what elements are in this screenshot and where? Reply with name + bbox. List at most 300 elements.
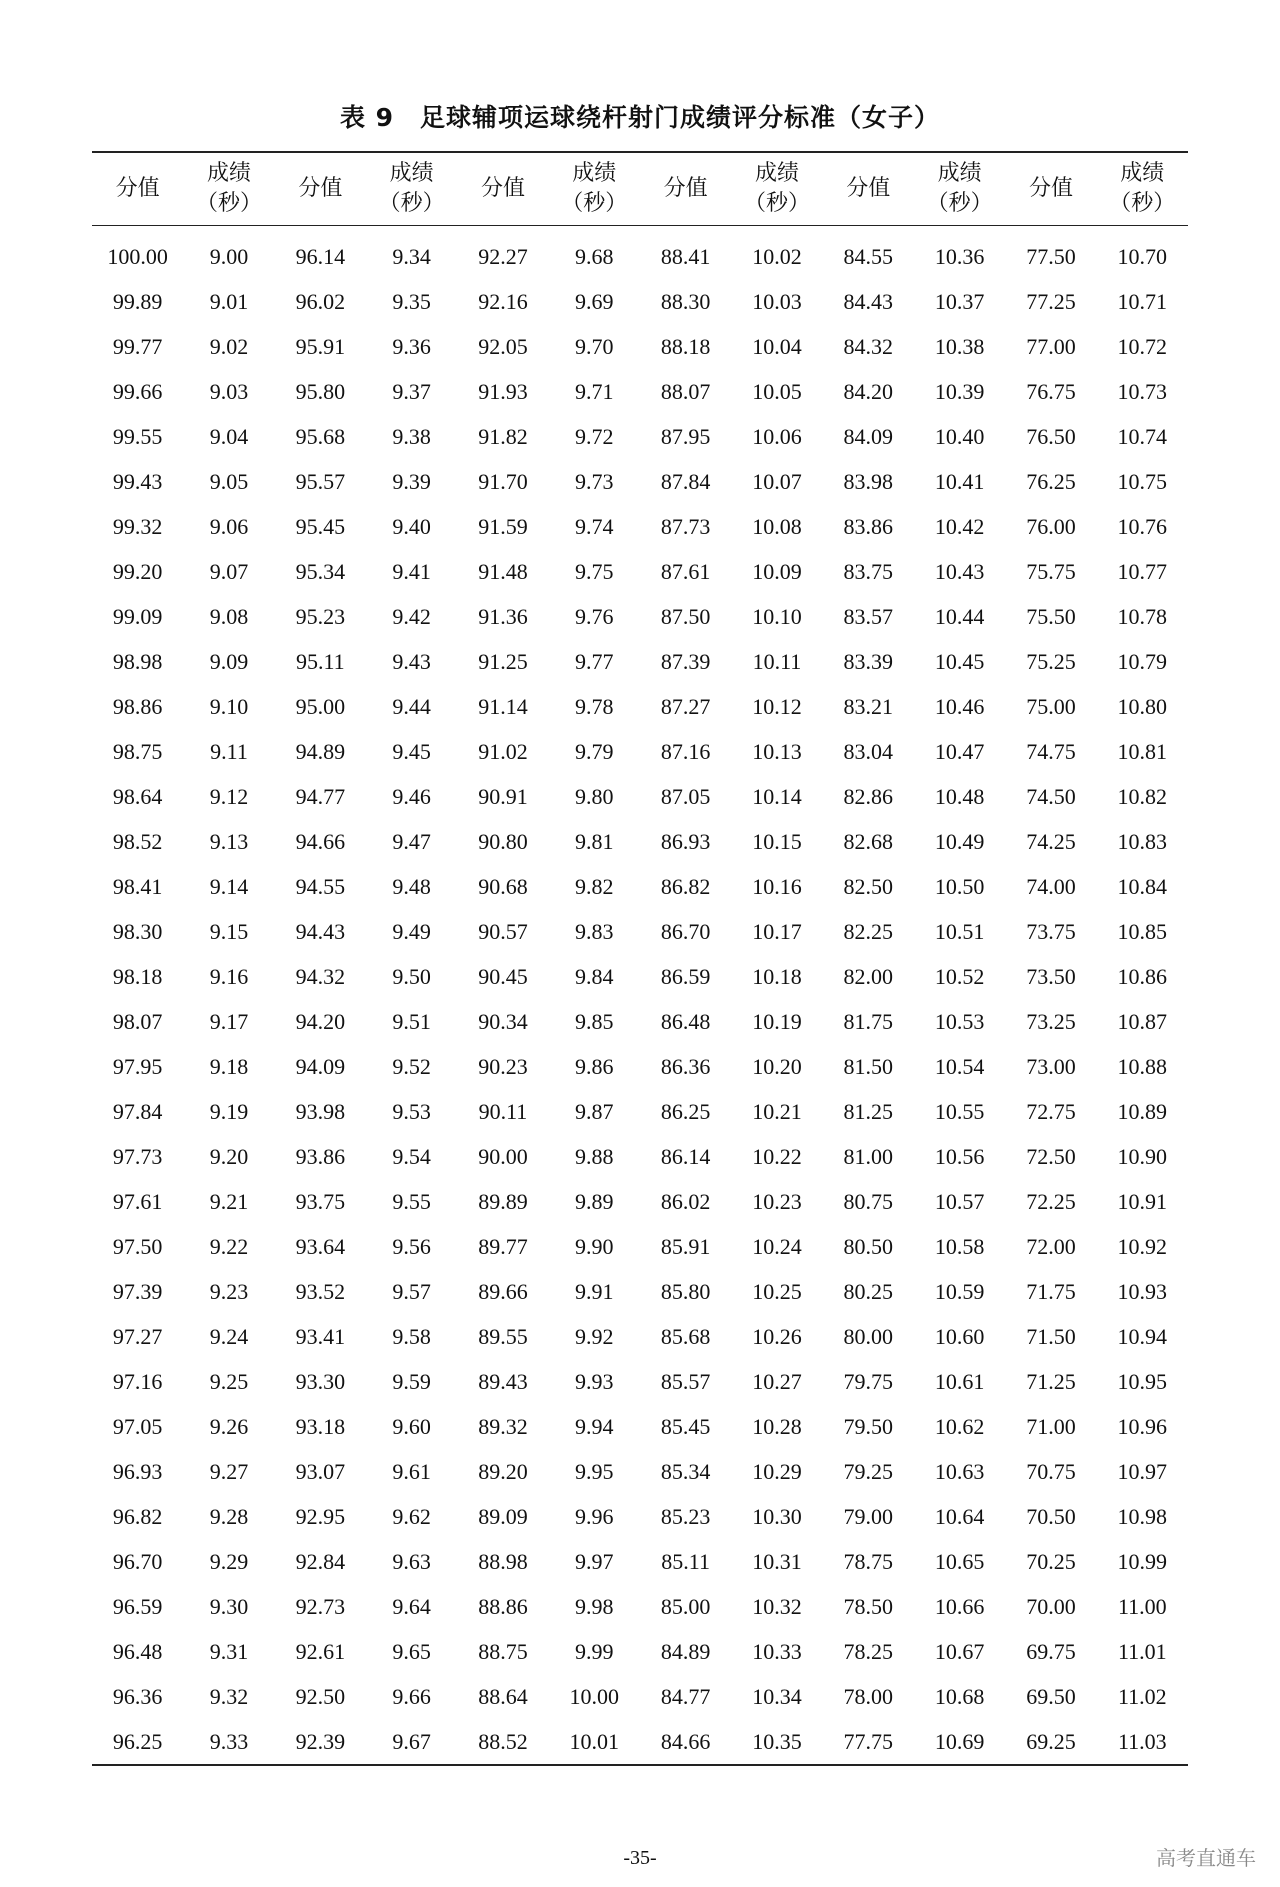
score-cell: 83.04 bbox=[843, 738, 894, 764]
score-cell: 94.77 bbox=[295, 783, 346, 809]
result-cell: 9.60 bbox=[392, 1413, 431, 1439]
score-cell: 96.82 bbox=[112, 1503, 163, 1529]
score-cell: 92.27 bbox=[478, 243, 528, 269]
result-cell: 9.10 bbox=[209, 693, 249, 719]
result-cell: 9.52 bbox=[392, 1053, 431, 1079]
result-cell: 9.80 bbox=[575, 783, 614, 809]
table-row bbox=[92, 1089, 1188, 1134]
score-cell: 80.25 bbox=[843, 1278, 894, 1304]
score-cell: 73.00 bbox=[1026, 1053, 1076, 1079]
score-cell: 76.75 bbox=[1026, 378, 1076, 404]
result-cell: 9.62 bbox=[392, 1503, 431, 1529]
score-cell: 82.25 bbox=[843, 918, 894, 944]
score-cell: 77.75 bbox=[843, 1728, 894, 1754]
result-cell: 10.04 bbox=[752, 333, 802, 359]
result-cell: 9.26 bbox=[209, 1413, 249, 1439]
score-cell: 89.09 bbox=[478, 1503, 528, 1529]
result-cell: 10.85 bbox=[1117, 918, 1168, 944]
score-cell: 95.80 bbox=[295, 378, 346, 404]
score-cell: 96.14 bbox=[295, 243, 346, 269]
result-cell: 10.37 bbox=[934, 288, 985, 314]
result-cell: 10.08 bbox=[752, 513, 802, 539]
result-cell: 10.67 bbox=[934, 1638, 985, 1664]
result-cell: 9.66 bbox=[392, 1683, 431, 1709]
score-cell: 73.50 bbox=[1026, 963, 1076, 989]
result-cell: 9.33 bbox=[209, 1728, 249, 1754]
score-cell: 75.50 bbox=[1026, 603, 1076, 629]
result-cell: 10.34 bbox=[752, 1683, 802, 1709]
result-cell: 10.91 bbox=[1117, 1188, 1168, 1214]
result-cell: 10.32 bbox=[752, 1593, 802, 1619]
score-cell: 82.68 bbox=[843, 828, 894, 854]
result-cell: 9.12 bbox=[209, 783, 249, 809]
table-row bbox=[92, 1044, 1188, 1089]
result-cell: 9.88 bbox=[575, 1143, 614, 1169]
result-cell: 10.63 bbox=[934, 1458, 985, 1484]
result-cell: 10.97 bbox=[1117, 1458, 1168, 1484]
table-row bbox=[92, 1719, 1188, 1765]
score-cell: 94.66 bbox=[295, 828, 346, 854]
header-score: 分值 bbox=[480, 176, 525, 202]
table-row bbox=[92, 1629, 1188, 1674]
score-cell: 70.25 bbox=[1026, 1548, 1076, 1574]
result-cell: 10.99 bbox=[1117, 1548, 1168, 1574]
score-cell: 78.75 bbox=[843, 1548, 894, 1574]
result-cell: 9.13 bbox=[209, 828, 249, 854]
score-cell: 93.86 bbox=[295, 1143, 346, 1169]
result-cell: 9.56 bbox=[392, 1233, 431, 1259]
score-cell: 79.75 bbox=[843, 1368, 894, 1394]
score-cell: 97.16 bbox=[112, 1368, 163, 1394]
result-cell: 9.58 bbox=[392, 1323, 431, 1349]
score-cell: 95.45 bbox=[295, 513, 346, 539]
score-cell: 89.77 bbox=[478, 1233, 528, 1259]
score-cell: 85.45 bbox=[660, 1413, 711, 1439]
score-cell: 87.73 bbox=[660, 513, 711, 539]
score-cell: 95.00 bbox=[295, 693, 346, 719]
score-cell: 96.59 bbox=[112, 1593, 163, 1619]
result-cell: 10.77 bbox=[1117, 558, 1168, 584]
result-cell: 10.80 bbox=[1117, 693, 1168, 719]
score-cell: 88.07 bbox=[660, 378, 711, 404]
result-cell: 9.45 bbox=[392, 738, 431, 764]
result-cell: 10.51 bbox=[934, 918, 985, 944]
result-cell: 10.30 bbox=[752, 1503, 802, 1529]
table-row bbox=[92, 909, 1188, 954]
header-result-unit: （秒） bbox=[561, 191, 628, 216]
result-cell: 10.27 bbox=[752, 1368, 802, 1394]
header-result-label: 成绩 bbox=[206, 161, 251, 187]
result-cell: 10.87 bbox=[1117, 1008, 1168, 1034]
result-cell: 9.24 bbox=[209, 1323, 249, 1349]
score-cell: 96.36 bbox=[112, 1683, 163, 1709]
score-cell: 86.48 bbox=[660, 1008, 711, 1034]
table-body bbox=[92, 226, 1188, 1766]
result-cell: 9.64 bbox=[392, 1593, 431, 1619]
score-cell: 97.84 bbox=[112, 1098, 163, 1124]
result-cell: 9.59 bbox=[392, 1368, 431, 1394]
table-row bbox=[92, 864, 1188, 909]
score-cell: 92.95 bbox=[295, 1503, 346, 1529]
result-cell: 10.28 bbox=[752, 1413, 802, 1439]
result-cell: 9.32 bbox=[209, 1683, 249, 1709]
score-cell: 93.98 bbox=[295, 1098, 346, 1124]
score-cell: 77.25 bbox=[1026, 288, 1076, 314]
score-cell: 81.50 bbox=[843, 1053, 894, 1079]
score-cell: 90.11 bbox=[478, 1098, 528, 1124]
header-result-unit: （秒） bbox=[195, 191, 262, 216]
score-cell: 75.00 bbox=[1026, 693, 1076, 719]
score-cell: 99.55 bbox=[112, 423, 163, 449]
result-cell: 10.95 bbox=[1117, 1368, 1168, 1394]
result-cell: 10.07 bbox=[752, 468, 802, 494]
score-cell: 83.39 bbox=[843, 648, 894, 674]
score-cell: 96.93 bbox=[112, 1458, 163, 1484]
table-title: 表 9 足球辅项运球绕杆射门成绩评分标准（女子） bbox=[339, 103, 941, 132]
result-cell: 10.40 bbox=[934, 423, 985, 449]
table-row bbox=[92, 1539, 1188, 1584]
score-cell: 79.00 bbox=[843, 1503, 894, 1529]
result-cell: 10.73 bbox=[1117, 378, 1168, 404]
score-cell: 90.23 bbox=[478, 1053, 528, 1079]
score-cell: 86.14 bbox=[660, 1143, 711, 1169]
result-cell: 9.49 bbox=[392, 918, 431, 944]
score-cell: 91.02 bbox=[478, 738, 528, 764]
score-cell: 86.02 bbox=[660, 1188, 711, 1214]
score-cell: 88.86 bbox=[478, 1593, 528, 1619]
score-cell: 89.55 bbox=[478, 1323, 528, 1349]
result-cell: 10.17 bbox=[752, 918, 802, 944]
result-cell: 10.46 bbox=[934, 693, 985, 719]
table-row bbox=[92, 729, 1188, 774]
score-cell: 79.25 bbox=[843, 1458, 894, 1484]
score-cell: 83.21 bbox=[843, 693, 894, 719]
score-cell: 96.48 bbox=[112, 1638, 163, 1664]
result-cell: 9.06 bbox=[209, 513, 249, 539]
score-cell: 70.00 bbox=[1026, 1593, 1076, 1619]
score-cell: 92.61 bbox=[295, 1638, 346, 1664]
score-cell: 78.50 bbox=[843, 1593, 894, 1619]
header-result-label: 成绩 bbox=[754, 161, 799, 187]
result-cell: 10.50 bbox=[934, 873, 985, 899]
score-cell: 91.82 bbox=[478, 423, 528, 449]
result-cell: 9.11 bbox=[210, 738, 248, 764]
result-cell: 10.83 bbox=[1117, 828, 1168, 854]
result-cell: 9.54 bbox=[392, 1143, 431, 1169]
score-cell: 87.95 bbox=[660, 423, 711, 449]
score-cell: 73.25 bbox=[1026, 1008, 1076, 1034]
result-cell: 9.82 bbox=[575, 873, 614, 899]
result-cell: 9.72 bbox=[575, 423, 614, 449]
result-cell: 10.76 bbox=[1117, 513, 1168, 539]
header-result-label: 成绩 bbox=[937, 161, 982, 187]
score-cell: 96.02 bbox=[295, 288, 346, 314]
table-row bbox=[92, 1314, 1188, 1359]
score-cell: 87.27 bbox=[660, 693, 711, 719]
result-cell: 9.51 bbox=[392, 1008, 431, 1034]
score-cell: 72.50 bbox=[1026, 1143, 1076, 1169]
table-row bbox=[92, 1179, 1188, 1224]
table-row bbox=[92, 1494, 1188, 1539]
table-row bbox=[92, 684, 1188, 729]
result-cell: 9.84 bbox=[575, 963, 614, 989]
result-cell: 9.20 bbox=[209, 1143, 249, 1169]
result-cell: 10.88 bbox=[1117, 1053, 1168, 1079]
header-result-label: 成绩 bbox=[572, 161, 617, 187]
score-cell: 71.25 bbox=[1026, 1368, 1076, 1394]
result-cell: 10.74 bbox=[1117, 423, 1168, 449]
score-cell: 89.66 bbox=[478, 1278, 528, 1304]
result-cell: 10.52 bbox=[934, 963, 985, 989]
result-cell: 9.86 bbox=[575, 1053, 614, 1079]
result-cell: 9.23 bbox=[209, 1278, 249, 1304]
score-cell: 93.30 bbox=[295, 1368, 346, 1394]
result-cell: 10.90 bbox=[1117, 1143, 1168, 1169]
result-cell: 10.75 bbox=[1117, 468, 1168, 494]
score-cell: 74.00 bbox=[1026, 873, 1076, 899]
score-cell: 84.55 bbox=[843, 243, 894, 269]
result-cell: 10.43 bbox=[934, 558, 985, 584]
score-cell: 87.50 bbox=[660, 603, 711, 629]
score-cell: 92.16 bbox=[478, 288, 528, 314]
header-result-label: 成绩 bbox=[1120, 161, 1165, 187]
result-cell: 10.25 bbox=[752, 1278, 802, 1304]
score-cell: 98.75 bbox=[112, 738, 163, 764]
score-cell: 91.25 bbox=[478, 648, 528, 674]
score-cell: 97.05 bbox=[112, 1413, 163, 1439]
score-cell: 87.61 bbox=[660, 558, 711, 584]
result-cell: 9.35 bbox=[392, 288, 431, 314]
result-cell: 9.46 bbox=[392, 783, 431, 809]
result-cell: 9.99 bbox=[575, 1638, 614, 1664]
result-cell: 10.82 bbox=[1117, 783, 1168, 809]
score-cell: 85.91 bbox=[660, 1233, 711, 1259]
result-cell: 9.97 bbox=[575, 1548, 614, 1574]
result-cell: 9.77 bbox=[575, 648, 614, 674]
score-cell: 90.45 bbox=[478, 963, 528, 989]
score-cell: 77.50 bbox=[1026, 243, 1076, 269]
result-cell: 9.16 bbox=[209, 963, 249, 989]
score-cell: 81.75 bbox=[843, 1008, 894, 1034]
result-cell: 9.04 bbox=[209, 423, 249, 449]
result-cell: 10.18 bbox=[752, 963, 802, 989]
header-result-label: 成绩 bbox=[389, 161, 434, 187]
result-cell: 9.91 bbox=[575, 1278, 614, 1304]
result-cell: 9.44 bbox=[392, 693, 431, 719]
result-cell: 10.58 bbox=[934, 1233, 985, 1259]
score-cell: 98.30 bbox=[112, 918, 163, 944]
score-cell: 70.75 bbox=[1026, 1458, 1076, 1484]
result-cell: 9.19 bbox=[209, 1098, 249, 1124]
result-cell: 10.62 bbox=[934, 1413, 985, 1439]
score-cell: 92.39 bbox=[295, 1728, 346, 1754]
score-cell: 99.43 bbox=[112, 468, 163, 494]
result-cell: 10.42 bbox=[934, 513, 985, 539]
score-cell: 95.57 bbox=[295, 468, 346, 494]
result-cell: 10.36 bbox=[934, 243, 985, 269]
score-cell: 85.57 bbox=[660, 1368, 711, 1394]
score-cell: 88.18 bbox=[660, 333, 711, 359]
table-row bbox=[92, 1224, 1188, 1269]
result-cell: 10.03 bbox=[752, 288, 802, 314]
result-cell: 9.96 bbox=[575, 1503, 614, 1529]
header-result-unit: （秒） bbox=[743, 191, 810, 216]
result-cell: 10.60 bbox=[934, 1323, 985, 1349]
header-result bbox=[914, 152, 1005, 226]
result-cell: 10.89 bbox=[1117, 1098, 1168, 1124]
result-cell: 9.31 bbox=[209, 1638, 249, 1664]
score-cell: 74.50 bbox=[1026, 783, 1076, 809]
result-cell: 10.21 bbox=[752, 1098, 802, 1124]
score-cell: 93.52 bbox=[295, 1278, 346, 1304]
result-cell: 9.79 bbox=[575, 738, 614, 764]
score-cell: 97.27 bbox=[112, 1323, 163, 1349]
score-cell: 80.50 bbox=[843, 1233, 894, 1259]
result-cell: 10.38 bbox=[934, 333, 985, 359]
result-cell: 9.21 bbox=[209, 1188, 249, 1214]
score-cell: 83.98 bbox=[843, 468, 894, 494]
score-cell: 85.80 bbox=[660, 1278, 711, 1304]
result-cell: 10.65 bbox=[934, 1548, 985, 1574]
score-cell: 97.50 bbox=[112, 1233, 163, 1259]
score-cell: 90.00 bbox=[478, 1143, 528, 1169]
score-cell: 93.75 bbox=[295, 1188, 346, 1214]
score-cell: 84.20 bbox=[843, 378, 894, 404]
header-result-unit: （秒） bbox=[1109, 191, 1176, 216]
score-cell: 88.41 bbox=[660, 243, 711, 269]
table-row bbox=[92, 1404, 1188, 1449]
result-cell: 10.06 bbox=[752, 423, 802, 449]
table-row bbox=[92, 954, 1188, 999]
score-cell: 87.39 bbox=[660, 648, 711, 674]
result-cell: 9.03 bbox=[209, 378, 249, 404]
result-cell: 10.57 bbox=[934, 1188, 985, 1214]
result-cell: 9.95 bbox=[575, 1458, 614, 1484]
score-cell: 75.75 bbox=[1026, 558, 1076, 584]
score-cell: 72.25 bbox=[1026, 1188, 1076, 1214]
score-cell: 98.41 bbox=[112, 873, 163, 899]
score-cell: 100.00 bbox=[107, 243, 168, 269]
score-cell: 96.25 bbox=[112, 1728, 163, 1754]
score-cell: 75.25 bbox=[1026, 648, 1076, 674]
score-cell: 95.34 bbox=[295, 558, 346, 584]
score-cell: 98.52 bbox=[112, 828, 163, 854]
result-cell: 9.00 bbox=[209, 243, 249, 269]
score-cell: 76.25 bbox=[1026, 468, 1076, 494]
result-cell: 9.78 bbox=[575, 693, 614, 719]
score-cell: 81.00 bbox=[843, 1143, 894, 1169]
result-cell: 10.68 bbox=[934, 1683, 985, 1709]
score-cell: 91.48 bbox=[478, 558, 528, 584]
score-cell: 99.32 bbox=[112, 513, 163, 539]
score-cell: 91.14 bbox=[478, 693, 528, 719]
score-cell: 70.50 bbox=[1026, 1503, 1076, 1529]
header-score: 分值 bbox=[115, 176, 160, 202]
watermark-text: 高考直通车 bbox=[1156, 1846, 1256, 1870]
result-cell: 9.07 bbox=[209, 558, 249, 584]
table-row bbox=[92, 1449, 1188, 1494]
result-cell: 10.72 bbox=[1117, 333, 1168, 359]
score-cell: 84.66 bbox=[660, 1728, 711, 1754]
result-cell: 9.14 bbox=[209, 873, 249, 899]
score-cell: 98.18 bbox=[112, 963, 163, 989]
result-cell: 9.15 bbox=[209, 918, 249, 944]
score-cell: 99.77 bbox=[112, 333, 163, 359]
score-cell: 84.89 bbox=[660, 1638, 711, 1664]
score-cell: 87.16 bbox=[660, 738, 711, 764]
result-cell: 9.40 bbox=[392, 513, 431, 539]
score-cell: 83.75 bbox=[843, 558, 894, 584]
header-score: 分值 bbox=[663, 176, 708, 202]
result-cell: 9.83 bbox=[575, 918, 614, 944]
result-cell: 9.29 bbox=[209, 1548, 249, 1574]
score-cell: 94.55 bbox=[295, 873, 346, 899]
score-cell: 90.80 bbox=[478, 828, 528, 854]
score-cell: 97.39 bbox=[112, 1278, 163, 1304]
score-cell: 97.61 bbox=[112, 1188, 163, 1214]
result-cell: 10.35 bbox=[752, 1728, 802, 1754]
score-cell: 85.68 bbox=[660, 1323, 711, 1349]
score-cell: 90.34 bbox=[478, 1008, 528, 1034]
result-cell: 9.73 bbox=[575, 468, 614, 494]
score-cell: 85.11 bbox=[661, 1548, 710, 1574]
result-cell: 9.81 bbox=[575, 828, 614, 854]
result-cell: 9.47 bbox=[392, 828, 431, 854]
result-cell: 10.98 bbox=[1117, 1503, 1168, 1529]
score-cell: 80.75 bbox=[843, 1188, 894, 1214]
result-cell: 10.00 bbox=[569, 1683, 620, 1709]
score-cell: 90.57 bbox=[478, 918, 528, 944]
result-cell: 10.56 bbox=[934, 1143, 985, 1169]
result-cell: 9.68 bbox=[575, 243, 614, 269]
result-cell: 10.92 bbox=[1117, 1233, 1168, 1259]
score-cell: 84.32 bbox=[843, 333, 894, 359]
result-cell: 9.38 bbox=[392, 423, 431, 449]
result-cell: 10.53 bbox=[934, 1008, 985, 1034]
score-cell: 88.75 bbox=[478, 1638, 528, 1664]
score-cell: 89.32 bbox=[478, 1413, 528, 1439]
result-cell: 10.13 bbox=[752, 738, 802, 764]
result-cell: 10.02 bbox=[752, 243, 802, 269]
score-cell: 98.64 bbox=[112, 783, 163, 809]
header-result-unit: （秒） bbox=[378, 191, 445, 216]
score-cell: 98.86 bbox=[112, 693, 163, 719]
score-cell: 82.86 bbox=[843, 783, 894, 809]
result-cell: 10.12 bbox=[752, 693, 802, 719]
score-cell: 86.82 bbox=[660, 873, 711, 899]
result-cell: 9.17 bbox=[209, 1008, 249, 1034]
score-cell: 89.89 bbox=[478, 1188, 528, 1214]
score-cell: 95.23 bbox=[295, 603, 346, 629]
score-cell: 93.07 bbox=[295, 1458, 346, 1484]
result-cell: 10.96 bbox=[1117, 1413, 1168, 1439]
result-cell: 9.37 bbox=[392, 378, 431, 404]
score-cell: 72.00 bbox=[1026, 1233, 1076, 1259]
table-row bbox=[92, 414, 1188, 459]
result-cell: 9.02 bbox=[209, 333, 249, 359]
result-cell: 9.43 bbox=[392, 648, 431, 674]
table-row bbox=[92, 459, 1188, 504]
score-cell: 71.50 bbox=[1026, 1323, 1076, 1349]
header-result bbox=[731, 152, 822, 226]
header-score: 分值 bbox=[298, 176, 343, 202]
score-cell: 99.66 bbox=[112, 378, 163, 404]
score-cell: 94.09 bbox=[295, 1053, 346, 1079]
result-cell: 9.69 bbox=[575, 288, 614, 314]
result-cell: 10.10 bbox=[752, 603, 802, 629]
score-cell: 72.75 bbox=[1026, 1098, 1076, 1124]
result-cell: 9.85 bbox=[575, 1008, 614, 1034]
